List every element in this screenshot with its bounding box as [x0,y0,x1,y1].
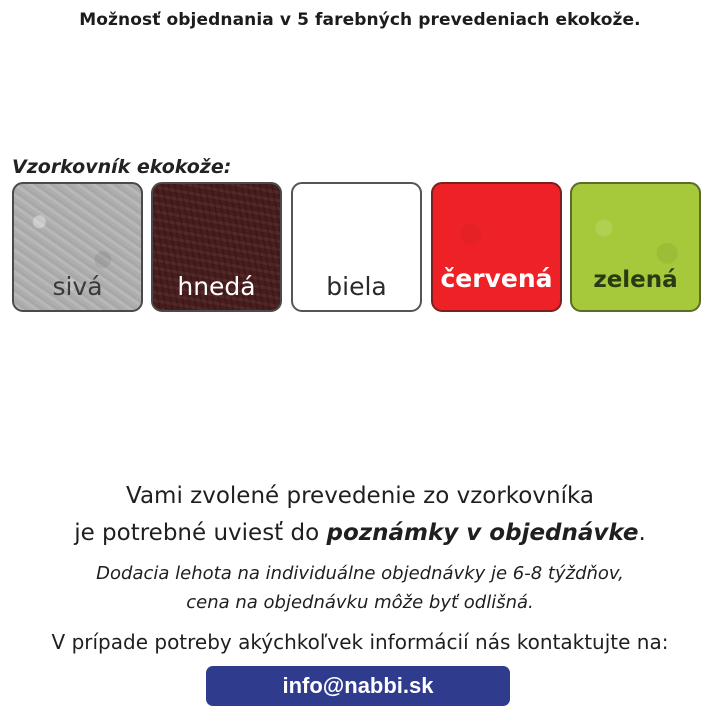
swatch-title: Vzorkovník ekokože: [12,156,232,178]
swatch-brown [151,182,282,312]
swatch-list [12,182,704,314]
info-line-note-emphasis: poznámky v objednávke [326,520,639,546]
swatch-grey [12,182,143,312]
swatch-red [431,182,562,312]
swatch-label-brown: hnedá [177,272,256,301]
info-line-note-suffix: . [638,520,646,546]
info-line-delivery: Dodacia lehota na individuálne objednávky je 6-8 týždňov, [96,563,624,584]
info-line-choose: Vami zvolené prevedenie zo vzorkovníka [126,483,594,509]
info-line-contact: V prípade potreby akýchkoľvek informácií nás kontaktujte na: [51,630,669,654]
swatch-label-green: zelená [593,267,678,293]
swatch-green [570,182,701,312]
swatch-white [291,182,422,312]
info-line-note-prefix: je potrebné uviesť do [74,520,327,546]
swatch-label-grey: sivá [52,272,103,301]
info-line-price: cena na objednávku môže byť odlišná. [186,592,534,613]
info-line-note [0,520,720,546]
headline: Možnosť objednania v 5 farebných prevedeniach ekokože. [79,10,641,30]
swatch-label-red: červená [440,264,553,293]
swatch-label-white: biela [326,272,387,301]
contact-email-button[interactable]: info@nabbi.sk [206,666,510,706]
